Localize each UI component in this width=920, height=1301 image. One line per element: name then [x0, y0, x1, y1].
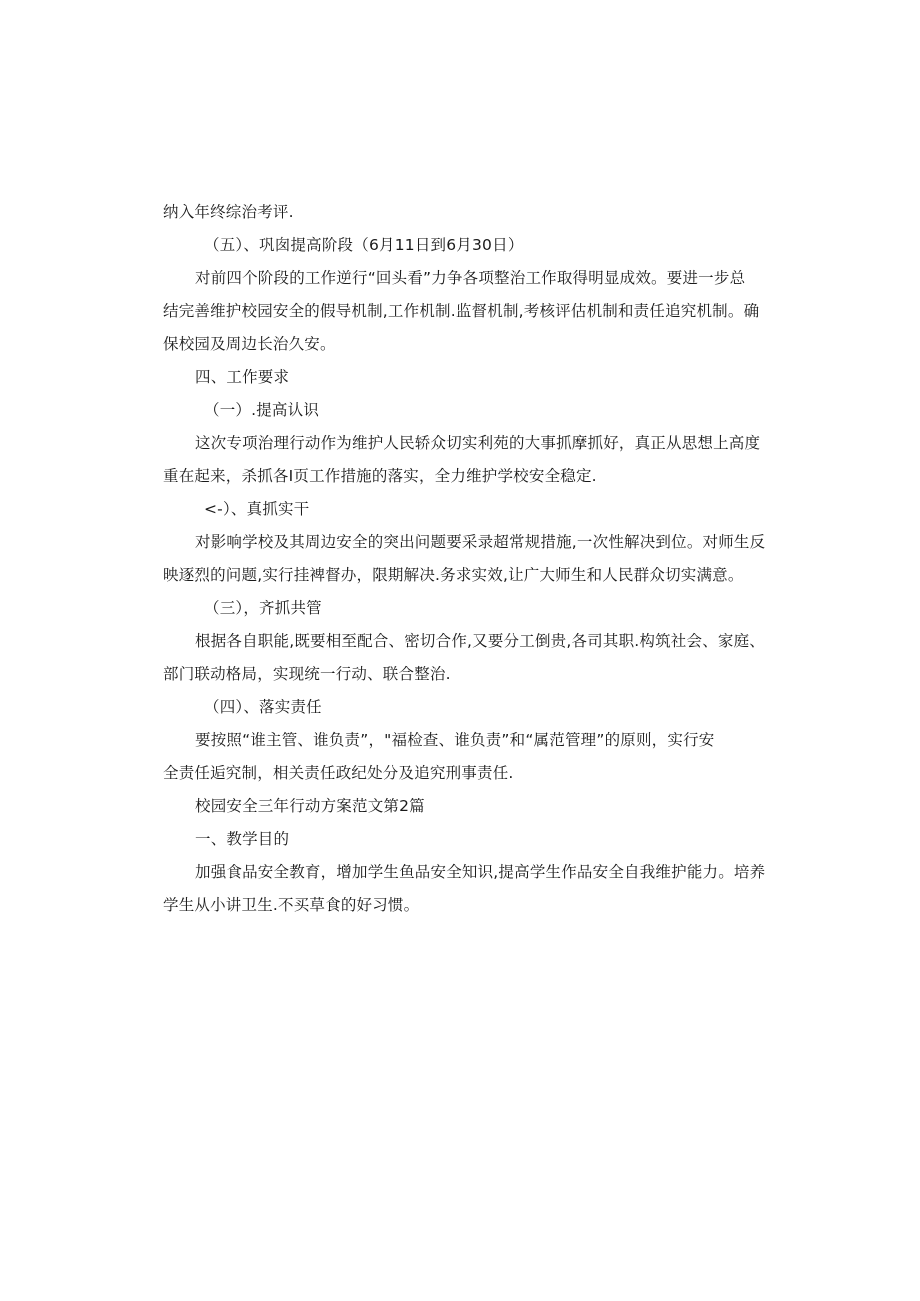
section-heading: 一、教学目的: [195, 830, 290, 848]
article-title: 校园安全三年行动方案范文第2篇: [195, 797, 425, 815]
subsection-heading: <-）、真抓实干: [204, 500, 310, 518]
subsection-heading: （一）.提高认识: [204, 401, 320, 419]
text-line: 对前四个阶段的工作逆行“回头看”力争各项整治工作取得明显成效。要进一步总: [195, 269, 746, 287]
text-line: 重在起来，杀抓各I页工作措施的落实，全力维护学校安全稳定.: [163, 467, 597, 485]
text-line: 根据各自职能,既要相至配合、密切合作,又要分工倒贵,各司其职.构筑社会、家庭、: [195, 632, 766, 650]
text-line: 对影响学校及其周边安全的突出问题要采录超常规措施,一次性解决到位。对师生反: [195, 533, 766, 551]
section-heading: 四、工作要求: [195, 368, 290, 386]
text-line: 纳入年终综治考评.: [163, 203, 294, 221]
text-line: 映逐烈的问题,实行挂裨督办，限期解决.务求实效,让广大师生和人民群众切实满意。: [163, 566, 744, 584]
text-line: 要按照“谁主管、谁负责”，"福检查、谁负责”和“属范管理”的原则，实行安: [195, 731, 715, 749]
text-line: 结完善维护校园安全的假导机制,工作机制.监督机制,考核评估机制和责任追究机制。确: [163, 302, 760, 320]
subsection-heading: （四）、落实责任: [204, 698, 322, 716]
text-line: 保校园及周边长治久安。: [163, 335, 336, 353]
section-heading: （五）、巩囱提高阶段（6月11日到6月30日）: [204, 236, 524, 254]
subsection-heading: （三），齐抓共管: [204, 599, 322, 617]
text-line: 这次专项治理行动作为维护人民轿众切实利苑的大事抓摩抓好，真正从思想上高度: [195, 434, 761, 452]
text-line: 全责任逅究制，相关责任政纪处分及追究刑事责任.: [163, 764, 514, 782]
text-line: 学生从小讲卫生.不买草食的好习惯。: [163, 896, 420, 914]
text-line: 加强食品安全教育，增加学生鱼品安全知识,提高学生作品安全自我维护能力。培养: [195, 863, 766, 881]
text-line: 部门联动格局，实现统一行动、联合整治.: [163, 665, 451, 683]
